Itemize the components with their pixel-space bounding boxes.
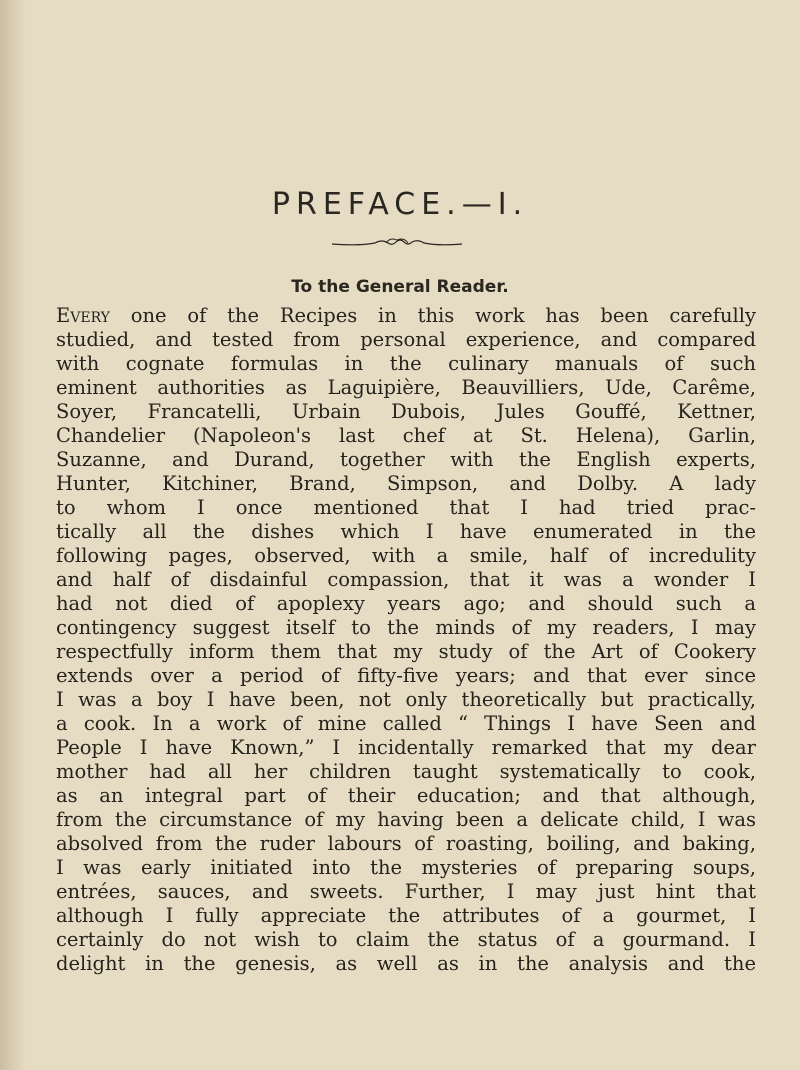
text-line: absolved from the ruder labours of roasting, boiling, and baking, [56,832,756,855]
text-line: tically all the dishes which I have enumerated in the [56,520,756,543]
text-line-rest: one of the Recipes in this work has been carefully [109,304,756,327]
page-edge-shadow [0,0,26,1070]
text-line: eminent authorities as Laguipière, Beauvilliers, Ude, Carême, [56,376,756,399]
text-line: entrées, sauces, and sweets. Further, I may just hint that [56,880,756,903]
text-line: a cook. In a work of mine called “ Things I have Seen and [56,712,756,735]
text-line: I was a boy I have been, not only theoretically but practically, [56,688,756,711]
text-line: certainly do not wish to claim the status of a gourmand. I [56,928,756,951]
text-line: had not died of apoplexy years ago; and should such a [56,592,756,615]
text-line: respectfully inform them that my study of the Art of Cookery [56,640,756,663]
text-line: delight in the genesis, as well as in the analysis and the [56,952,756,975]
text-line: Hunter, Kitchiner, Brand, Simpson, and Dolby. A lady [56,472,756,495]
text-line: from the circumstance of my having been a delicate child, I was [56,808,756,831]
text-line: with cognate formulas in the culinary manuals of such [56,352,756,375]
text-line: I was early initiated into the mysteries of preparing soups, [56,856,756,879]
section-subheading: To the General Reader. [291,277,509,297]
preface-body [56,304,756,976]
text-line: extends over a period of fifty-five years; and that ever since [56,664,756,687]
text-line: mother had all her children taught systematically to cook, [56,760,756,783]
text-line: Soyer, Francatelli, Urbain Dubois, Jules Gouffé, Kettner, [56,400,756,423]
text-line: studied, and tested from personal experience, and compared [56,328,756,351]
first-word: Every [56,304,110,327]
text-line: to whom I once mentioned that I had tried prac- [56,496,756,519]
page-title: PREFACE.—I. [271,187,529,222]
decorative-flourish-icon [330,236,464,250]
text-line: although I fully appreciate the attributes of a gourmet, I [56,904,756,927]
text-line: Suzanne, and Durand, together with the English experts, [56,448,756,471]
text-line: People I have Known,” I incidentally remarked that my dear [56,736,756,759]
text-line: contingency suggest itself to the minds of my readers, I may [56,616,756,639]
text-line [56,304,756,328]
text-line: as an integral part of their education; and that although, [56,784,756,807]
text-line: and half of disdainful compassion, that it was a wonder I [56,568,756,591]
text-line: Chandelier (Napoleon's last chef at St. Helena), Garlin, [56,424,756,447]
text-line: following pages, observed, with a smile, half of incredulity [56,544,756,567]
